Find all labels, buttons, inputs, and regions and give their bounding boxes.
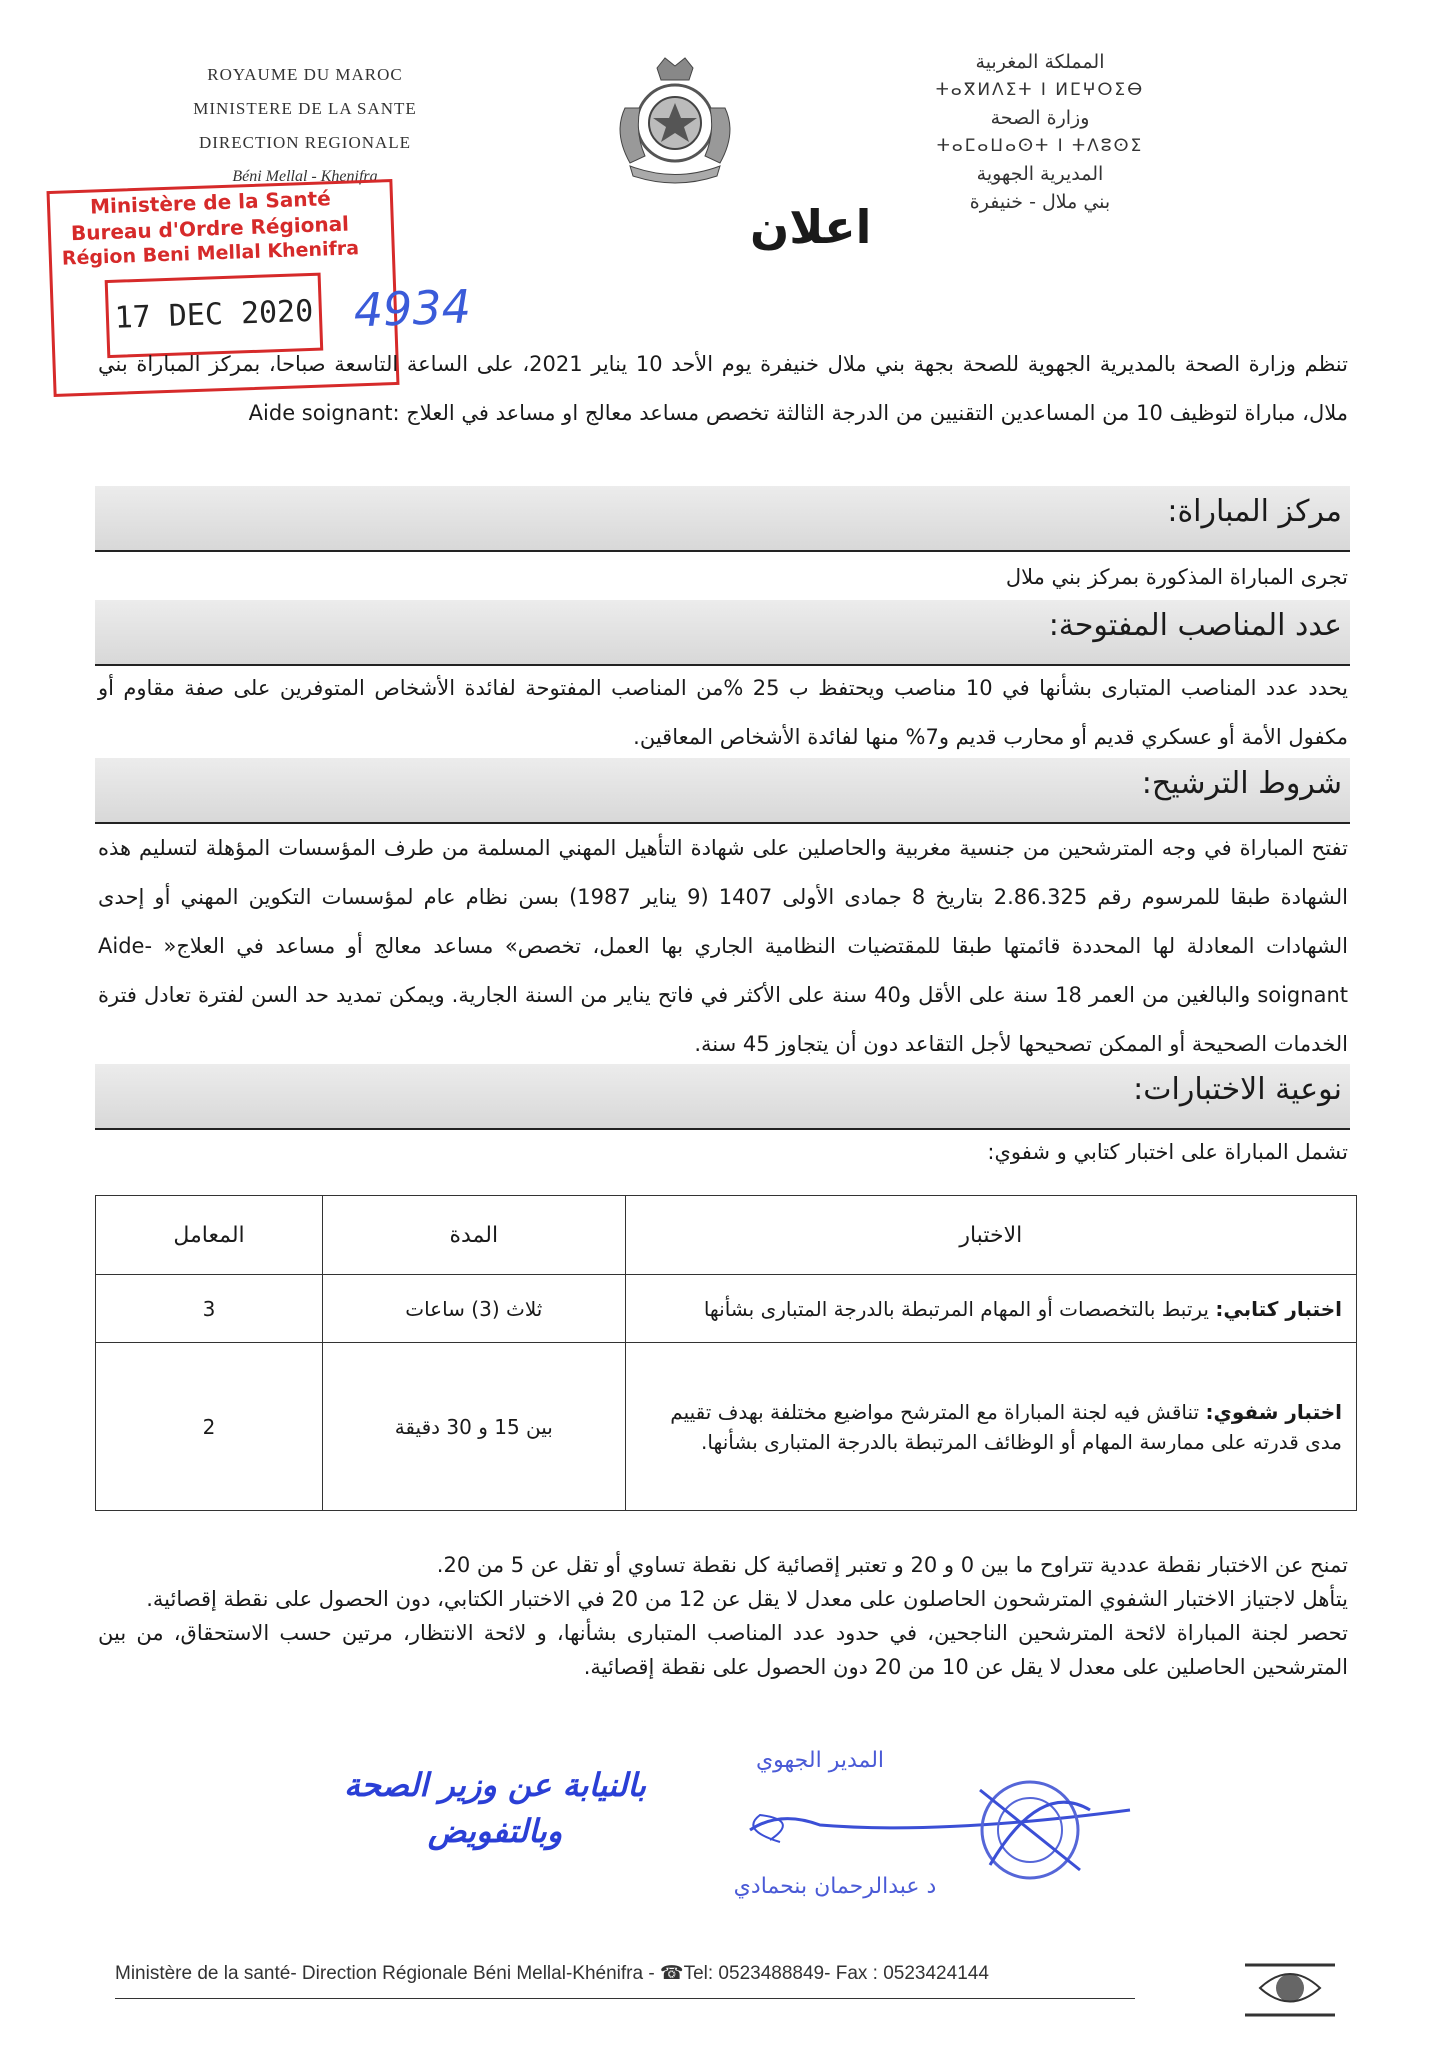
header-fr-line2: MINISTERE DE LA SANTE [193, 99, 417, 118]
header-ar-line4: ⵜⴰⵎⴰⵡⴰⵙⵜ ⵏ ⵜⴷⵓⵙⵉ [936, 136, 1144, 156]
section-heading-center-text: مركز المباراة: [1167, 494, 1342, 529]
table-row [96, 1343, 1357, 1511]
ministry-logo-icon [1240, 1955, 1340, 2029]
conditions-text: تفتح المباراة في وجه المترشحين من جنسية مغربية والحاصلين على شهادة التأهيل المهني المسلمة من طرف المؤسسات المؤهلة لتسليم هذه الشهادة طبقا للمرسوم رقم 2.86.325 بتاريخ 8 جمادى الأولى 1407 (9 يناير 1987) بسن نظام عام لمؤسسات التكوين المهني أو إحدى الشهادات المعادلة لها المحددة قائمتها طبقا للمقتضيات النظامية الجاري بها العمل، تخصص» مساعد معالج أو مساعد في العلاج« Aide-soignant والبالغين من العمر 18 سنة على الأقل و40 سنة على الأكثر في فاتح يناير من السنة الجارية. ويمكن تمديد حد السن لفترة تعادل فترة الخدمات الصحيحة أو الممكن تصحيحها لأجل التقاعد دون أن يتجاوز 45 سنة. [98, 836, 1348, 1056]
header-ar-line2: ⵜⴰⴳⵍⴷⵉⵜ ⵏ ⵍⵎⵖⵔⵉⴱ [935, 80, 1145, 100]
rule-paragraph-1: تمنح عن الاختبار نقطة عددية تتراوح ما بين 0 و 20 و تعتبر إقصائية كل نقطة تساوي أو تقل عن 5 من 20. [436, 1553, 1348, 1577]
section-heading-posts-text: عدد المناصب المفتوحة: [1048, 608, 1342, 643]
center-text: تجرى المباراة المذكورة بمركز بني ملال [1005, 565, 1348, 589]
page-title: اعلان [750, 200, 872, 254]
exam-oral-duration: بين 15 و 30 دقيقة [322, 1343, 625, 1511]
exam-oral-label: اختبار شفوي: [1205, 1399, 1342, 1424]
header-fr-line1: ROYAUME DU MAROC [207, 65, 403, 84]
section-heading-exams-text: نوعية الاختبارات: [1133, 1072, 1342, 1107]
table-row [96, 1275, 1357, 1343]
director-name: د عبدالرحمان بنحمادي [733, 1874, 937, 1899]
footer-contact: Ministère de la santé- Direction Régionale Béni Mellal-Khénifra - ☎Tel: 0523488849- Fax : 0523424144 [115, 1963, 989, 1984]
header-fr-line3: DIRECTION REGIONALE [198, 133, 412, 152]
royal-emblem-icon [605, 48, 745, 188]
header-ar-line6: بني ملال - خنيفرة [969, 191, 1111, 213]
section-heading-posts [95, 600, 1350, 666]
stamp-date: 17 DEC 2020 [105, 273, 324, 358]
footer-divider [115, 1998, 1135, 1999]
table-header-exam: الاختبار [625, 1196, 1356, 1275]
rule-paragraph-3: تحصر لجنة المباراة لائحة المترشحين الناجحين، في حدود عدد المناصب المتبارى بشأنها، و لائحة الانتظار، مرتين حسب الاستحقاق، من بين المترشحين الحاصلين على معدل لا يقل عن 10 من 20 دون الحصول على نقطة إقصائية. [98, 1621, 1348, 1679]
signature-scribble-icon [740, 1770, 1160, 1884]
header-ar-line1: المملكة المغربية [975, 51, 1105, 73]
section-heading-conditions [95, 758, 1350, 824]
table-header-row [96, 1196, 1357, 1275]
stamp-registration-number: 4934 [352, 279, 472, 338]
section-heading-conditions-text: شروط الترشيح: [1141, 766, 1342, 801]
rule-paragraph-2: يتأهل لاجتياز الاختبار الشفوي المترشحون الحاصلون على معدل لا يقل عن 12 من 20 في الاختبار الكتابي، دون الحصول على نقطة إقصائية. [146, 1587, 1348, 1611]
stamp-line2: Bureau d'Ordre Régional [70, 211, 350, 246]
exam-oral-desc: تناقش فيه لجنة المباراة مع المترشح مواضيع مختلفة بهدف تقييم مدى قدرته على ممارسة المهام أو الوظائف المرتبطة بالدرجة المتبارى بشأنها. [670, 1399, 1342, 1454]
table-header-duration: المدة [322, 1196, 625, 1275]
exam-written-label: اختبار كتابي: [1215, 1296, 1342, 1321]
section-heading-center [95, 486, 1350, 552]
stamp-line3: Région Beni Mellal Khenifra [61, 237, 360, 270]
director-title: المدير الجهوي [755, 1748, 885, 1773]
exams-intro: تشمل المباراة على اختبار كتابي و شفوي: [987, 1140, 1348, 1164]
exam-written-desc: يرتبط بالتخصصات أو المهام المرتبطة بالدرجة المتبارى بشأنها [703, 1296, 1216, 1321]
header-french [150, 58, 460, 194]
exam-written-cell [625, 1275, 1356, 1343]
delegation-line1: بالنيابة عن وزير الصحة [343, 1766, 647, 1804]
delegation-line2: وبالتفويض [427, 1812, 563, 1850]
intro-paragraph: تنظم وزارة الصحة بالمديرية الجهوية للصحة بجهة بني ملال خنيفرة يوم الأحد 10 يناير 2021، على الساعة التاسعة صباحا، بمركز المباراة بني ملال، مباراة لتوظيف 10 من المساعدين التقنيين من الدرجة الثالثة تخصص مساعد معالج او مساعد في العلاج :Aide soignant [98, 352, 1348, 425]
exams-table [95, 1195, 1357, 1511]
posts-text: يحدد عدد المناصب المتبارى بشأنها في 10 مناصب ويحتفظ ب 25 %من المناصب المفتوحة لفائدة الأشخاص المتوفرين على صفة مقاوم أو مكفول الأمة أو عسكري قديم أو محارب قديم و7% منها لفائدة الأشخاص المعاقين. [98, 676, 1349, 749]
header-arabic [910, 48, 1170, 216]
delegation-stamp [330, 1762, 660, 1854]
table-header-coefficient: المعامل [96, 1196, 323, 1275]
header-ar-line3: وزارة الصحة [990, 107, 1090, 129]
stamp-line1: Ministère de la Santé [89, 186, 332, 219]
exam-written-coef: 3 [96, 1275, 323, 1343]
rules-block [98, 1548, 1348, 1684]
header-ar-line5: المديرية الجهوية [976, 163, 1104, 185]
exam-oral-coef: 2 [96, 1343, 323, 1511]
exam-oral-cell [625, 1343, 1356, 1511]
header-fr-line4: Béni Mellal - Khenifra [232, 168, 378, 185]
exam-written-duration: ثلاث (3) ساعات [322, 1275, 625, 1343]
section-heading-exams [95, 1064, 1350, 1130]
